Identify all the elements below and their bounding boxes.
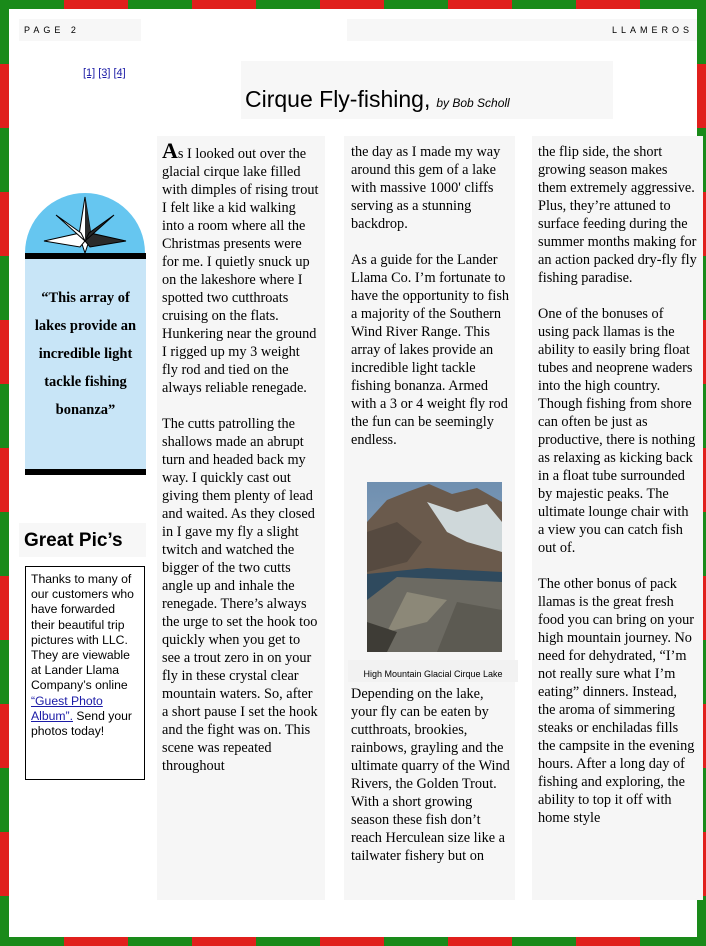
compass-star-icon (40, 195, 130, 257)
paragraph: the flip side, the short growing season makes them extremely aggressive. Plus, they’re attuned to surface feeding during the summer months making for an action packed dry-fly fly fishing paradise. (538, 144, 697, 286)
footnote-link-1[interactable]: [1] (83, 67, 96, 79)
border-left (0, 0, 9, 946)
article-title-text: Cirque Fly-fishing, (245, 86, 431, 112)
pull-quote-text: “This array of lakes provide an incredible light tackle fishing bonanza” (34, 290, 137, 418)
paragraph: The other bonus of pack llamas is the great fresh food you can bring on your high mountain journey. No need for dehydrated, “I’m not really sure what I’m eating” dinners. Instead, the aroma of simmering steaks or enchiladas fills the campsite in the evening hours. After a long day of fishing and exploring, the ability to top it off with home style (538, 576, 695, 826)
article-column-2-lower (344, 682, 515, 900)
paragraph: Depending on the lake, your fly can be eaten by cutthroats, brookies, rainbows, grayling and the ultimate quarry of the Wind Rivers, the Golden Trout. With a short growing season these fish don’t reach Herculean size like a tailwater fishery but on (351, 686, 510, 864)
article-byline: by Bob Scholl (436, 96, 510, 110)
newsletter-name: LLAMEROS (611, 25, 693, 35)
drop-cap: A (162, 138, 178, 163)
guest-photo-album-link[interactable]: “Guest Photo Album”. (31, 693, 103, 723)
page-number-header (19, 19, 141, 41)
great-pics-box (25, 566, 145, 780)
article-column-1 (157, 136, 325, 900)
paragraph: As I looked out over the glacial cirque lake filled with dimples of rising trout I felt like a kid walking into a room where all the Christmas presents were for me. I quietly snuck up on the lakeshore where I spotted two cutthroats cruising on the flats. Hunkering near the ground I rigged up my 3 weight fly rod and tied on the always reliable renegade. (162, 138, 319, 396)
footnote-link-3[interactable]: [3] (98, 67, 111, 79)
article-column-3 (532, 136, 703, 900)
border-top (0, 0, 706, 9)
footnote-links (83, 67, 129, 79)
page-label: PAGE 2 (24, 25, 80, 35)
paragraph: One of the bonuses of using pack llamas is the ability to easily bring float tubes and neoprene waders into the high country. Though fishing from shore can often be just as productive, there is nothing as relaxing as kicking back in a float tube surrounded by majestic peaks. The ultimate lounge chair with a view you can catch fish out of. (538, 306, 696, 556)
paragraph: As a guide for the Lander Llama Co. I’m fortunate to have the opportunity to fish a majority of the Southern Wind River Range. This array of lakes provide an incredible light tackle fishing bonanza. Armed with a 3 or 4 weight fly rod the fun can be seemingly endless. (351, 252, 510, 448)
newsletter-name-header (347, 19, 697, 41)
great-pics-text-after: Send your photos today! (31, 708, 132, 739)
paragraph: the day as I made my way around this gem of a lake with massive 1000' cliffs serving as a stunning backdrop. (351, 144, 501, 232)
quote-bottom-bar (25, 469, 146, 475)
paragraph: The cutts patrolling the shallows made an abrupt turn and headed back my way. I quickly cast out giving them plenty of lead and waited. As they closed in I gave my fly a slight twitch and watched the bigger of the two cutts angle up and inhale the renegade. There’s always the urge to set the hook too quickly when you get to see a trout zero in on your fly in these crystal clear mountain waters. So, after a short pause I set the hook and the fight was on. This scene was repeated throughout (162, 416, 318, 774)
photo-caption: High Mountain Glacial Cirque Lake (348, 660, 518, 682)
footnote-link-4[interactable]: [4] (113, 67, 126, 79)
cirque-lake-photo (367, 482, 502, 652)
border-bottom (0, 937, 706, 946)
pull-quote (25, 259, 146, 469)
great-pics-heading: Great Pic’s (19, 523, 146, 557)
article-title (245, 86, 510, 113)
great-pics-text: Thanks to many of our customers who have forwarded their beautiful trip pictures with LLC. They are viewable at Lander Llama Company’s online (31, 572, 134, 693)
